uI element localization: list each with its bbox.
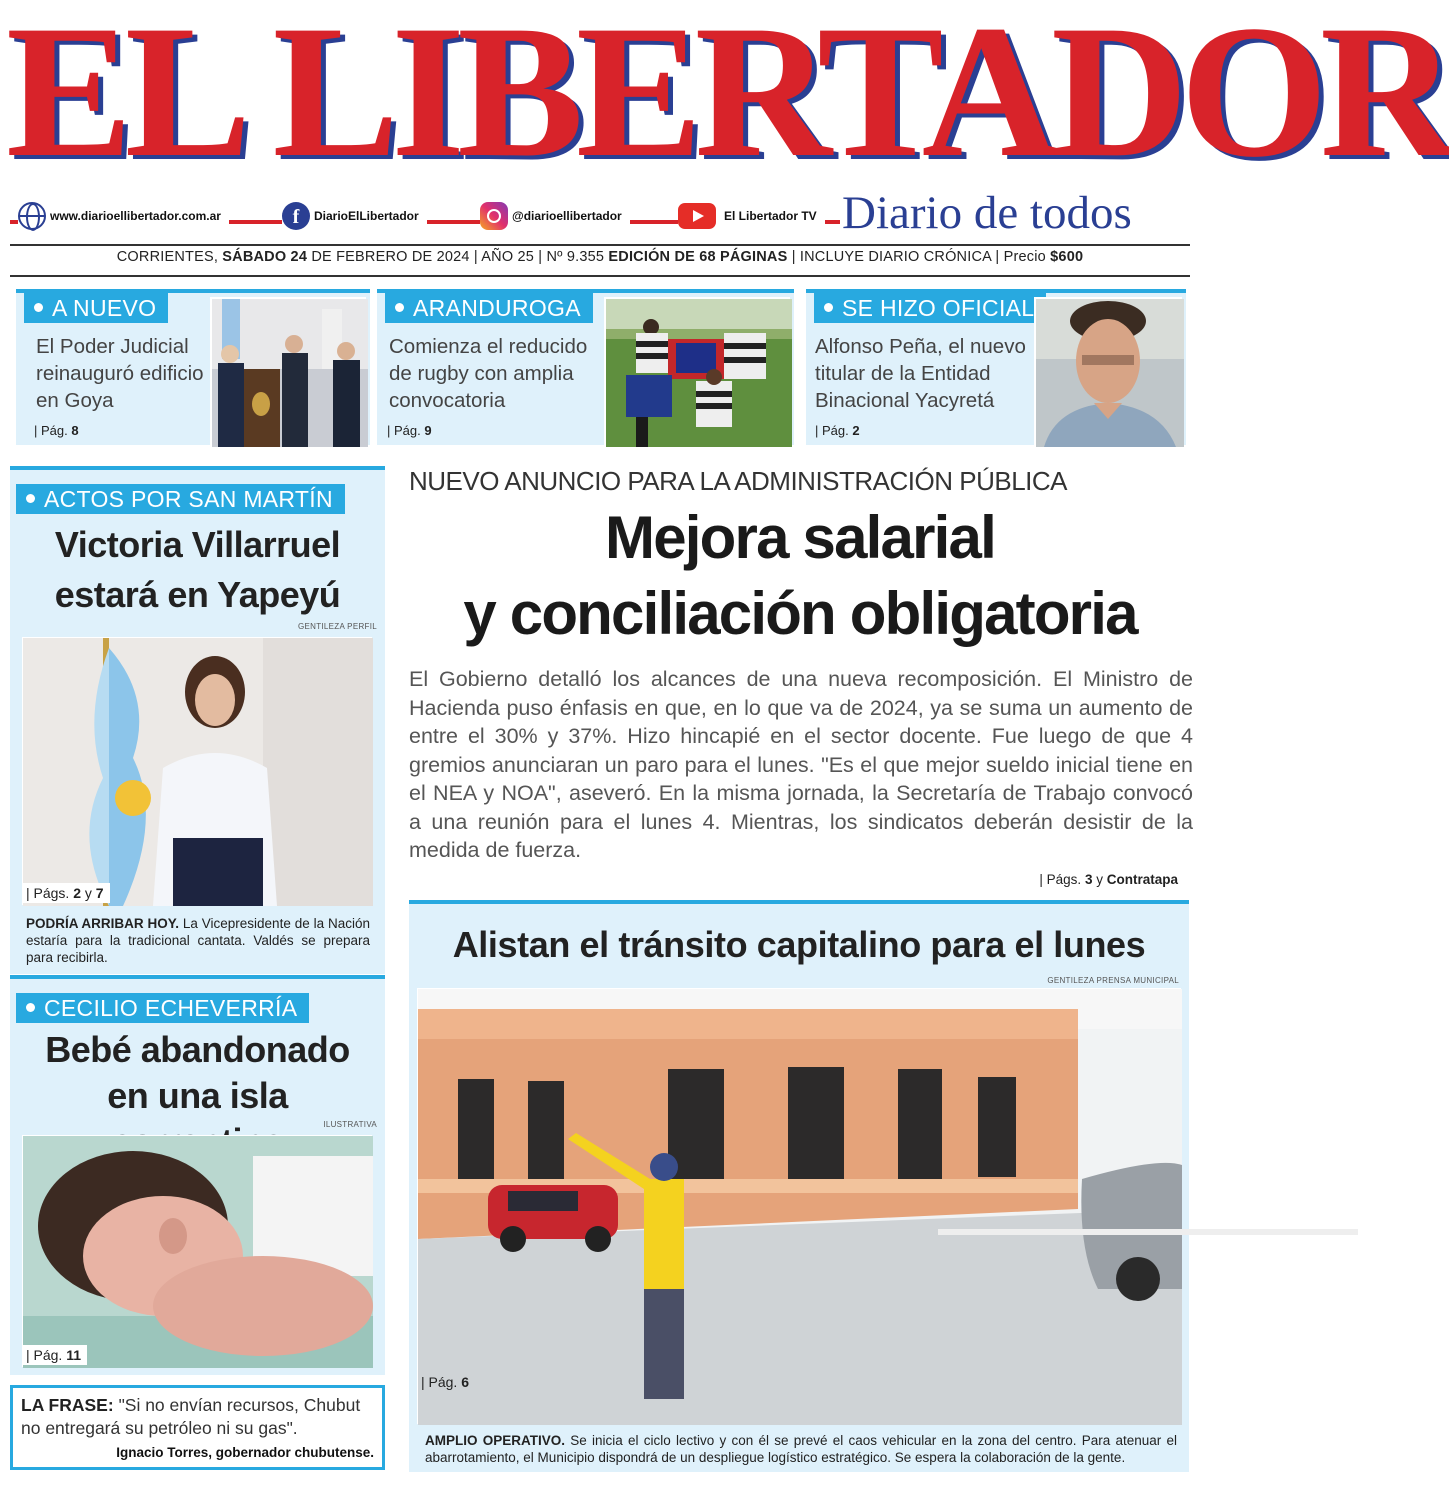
- story-headline: Victoria Villarruel estará en Yapeyú: [54, 524, 341, 615]
- story-transito[interactable]: [409, 900, 1189, 1472]
- dateline-month: DE FEBRERO DE 2024: [311, 249, 470, 265]
- website-link[interactable]: [18, 203, 229, 229]
- teaser-page: | Pág. 2: [815, 423, 860, 438]
- photo-credit: GENTILEZA PERFIL: [297, 622, 377, 631]
- youtube-link[interactable]: [678, 203, 825, 229]
- photo-page-ref: | Págs. 2 y 7: [22, 883, 110, 903]
- social-bar: [10, 200, 840, 234]
- facebook-link[interactable]: [282, 203, 427, 229]
- teaser-text: Alfonso Peña, el nuevo titular de la Entidad Binacional Yacyretá: [815, 335, 1026, 412]
- main-body: El Gobierno detalló los alcances de una nueva recomposición. El Ministro de Hacienda puso énfasis en que, en lo que va de 2024, ya se suma un aumento de entre el 30% y 37%. Hizo hincapié en el sector docente. Fue luego de que 4 gremios anunciaran un paro para el lunes. "Es el que mejor sueldo inicial tiene en el NEA y NOA", aseveró. En la misma jornada, la Secretaría de Trabajo convocó a una reunión para el lunes 4. Mientras, los sindicatos deberán desistir de la medida de fuerza.: [409, 667, 1193, 862]
- instagram-text: @diarioellibertador: [512, 209, 622, 223]
- photo-page-ref: | Pág. 6: [421, 1374, 470, 1390]
- quote-text: LA FRASE: "Si no envían recursos, Chubut no entregará su petróleo ni su gas".: [21, 1395, 361, 1438]
- header-rule-top: [10, 244, 1190, 246]
- photo-credit: GENTILEZA PRENSA MUNICIPAL: [1047, 976, 1179, 985]
- photo-villarruel: [22, 637, 372, 905]
- main-headline[interactable]: [400, 500, 1200, 652]
- photo-transito: [417, 988, 1181, 1424]
- story-kicker: CECILIO ECHEVERRÍA: [16, 993, 309, 1023]
- newspaper-logo: EL LIBERTADOR: [6, 0, 1449, 197]
- main-kicker: NUEVO ANUNCIO PARA LA ADMINISTRACIÓN PÚBLICA: [409, 466, 1068, 496]
- teaser-page: | Pág. 9: [387, 423, 432, 438]
- teaser-yacyreta[interactable]: [806, 289, 1186, 445]
- quote-author: Ignacio Torres, gobernador chubutense.: [116, 1445, 374, 1460]
- story-headline: Bebé abandonado en una isla: [45, 1029, 350, 1116]
- teaser-kicker: A NUEVO: [24, 293, 168, 323]
- instagram-icon: [480, 202, 508, 230]
- dateline-city: CORRIENTES,: [116, 249, 219, 265]
- photo-credit: ILUSTRATIVA: [323, 1120, 377, 1129]
- teaser-page: | Pág. 8: [34, 423, 79, 438]
- main-page-ref: | Págs. 3 y Contratapa: [1039, 872, 1178, 887]
- teaser-photo-rugby: [604, 297, 790, 445]
- header-rule-bottom: [10, 275, 1190, 277]
- teaser-text: El Poder Judicial reinauguró edificio en Goya: [36, 335, 204, 412]
- teaser-kicker: ARANDUROGA: [385, 293, 593, 323]
- dateline: [10, 249, 1190, 271]
- story-headline: Alistan el tránsito capitalino para el lunes: [452, 924, 1146, 965]
- teaser-goya[interactable]: [16, 289, 370, 445]
- photo-page-ref: | Pág. 11: [22, 1345, 87, 1365]
- facebook-text: DiarioElLibertador: [314, 209, 419, 223]
- quote-box: [10, 1385, 385, 1470]
- facebook-icon: f: [282, 202, 310, 230]
- dateline-year: | AÑO 25 | Nº 9.355: [473, 249, 605, 265]
- story-kicker: ACTOS POR SAN MARTÍN: [16, 484, 345, 514]
- story-villarruel[interactable]: [10, 466, 385, 974]
- youtube-text: El Libertador TV: [724, 209, 817, 223]
- photo-bebe: [22, 1135, 372, 1367]
- story-caption: AMPLIO OPERATIVO. Se inicia el ciclo lectivo y con él se prevé el caos vehicular en la zona del centro. Para atenuar el abarrotamiento, el Municipio dispondrá de un despliegue logístico estratégico. Se espera la colaboración de la gente.: [425, 1433, 1177, 1465]
- website-text: www.diarioellibertador.com.ar: [50, 209, 221, 223]
- instagram-link[interactable]: [480, 203, 630, 229]
- globe-icon: [18, 202, 46, 230]
- main-headline-line2: y conciliación obligatoria: [463, 580, 1137, 647]
- dateline-price: $600: [1050, 249, 1084, 265]
- teaser-kicker: SE HIZO OFICIAL: [814, 293, 1046, 323]
- teaser-photo-pena: [1034, 297, 1182, 445]
- tagline: Diario de todos: [842, 187, 1132, 239]
- teaser-rugby[interactable]: [377, 289, 794, 445]
- dateline-includes: | INCLUYE DIARIO CRÓNICA | Precio: [791, 249, 1046, 265]
- teaser-text: Comienza el reducido de rugby con amplia convocatoria: [389, 335, 588, 412]
- story-bebe[interactable]: [10, 975, 385, 1375]
- masthead: [0, 0, 1449, 200]
- dateline-date: SÁBADO 24: [222, 249, 308, 265]
- main-headline-line1: Mejora salarial: [605, 504, 995, 571]
- story-caption: PODRÍA ARRIBAR HOY. La Vicepresidente de la Nación estaría para la tradicional cantata. Valdés se prepara para recibirla.: [26, 916, 370, 965]
- dateline-edition: EDICIÓN DE 68 PÁGINAS: [608, 249, 788, 265]
- youtube-icon: [678, 203, 716, 229]
- teaser-photo-judicial: [210, 297, 366, 445]
